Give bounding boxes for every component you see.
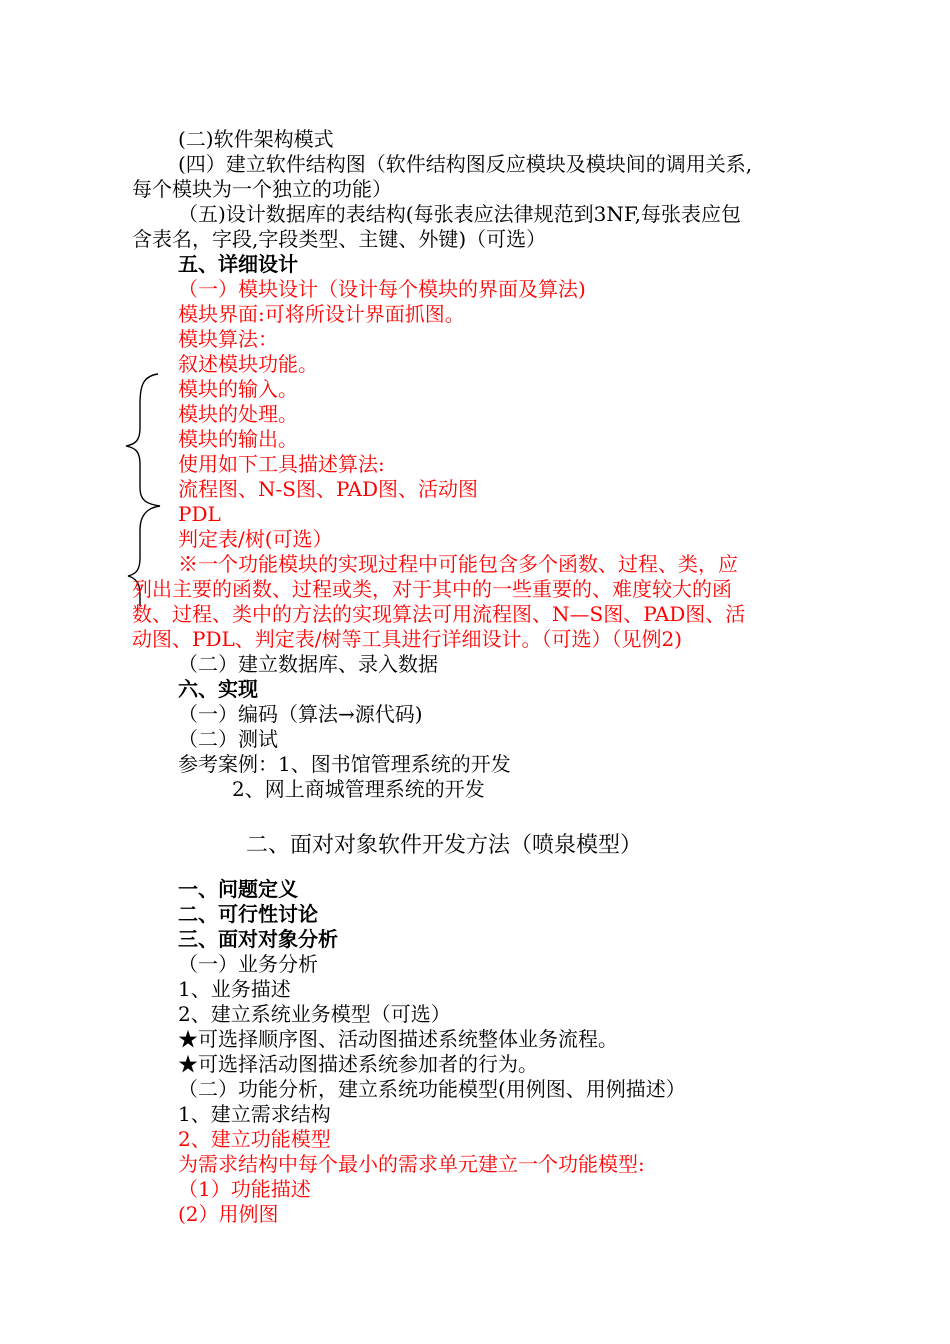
text-line-red: 使用如下工具描述算法: xyxy=(178,452,385,476)
text-line-red: 动图、PDL、判定表/树等工具进行详细设计。（可选）（见例2) xyxy=(132,627,683,651)
text-line-red: 2、建立功能模型 xyxy=(178,1127,331,1151)
text-line: （二）测试 xyxy=(178,727,278,751)
text-line: ★可选择顺序图、活动图描述系统整体业务流程。 xyxy=(178,1027,618,1051)
text-line-red: 为需求结构中每个最小的需求单元建立一个功能模型: xyxy=(178,1152,645,1176)
text-line-red: ※一个功能模块的实现过程中可能包含多个函数、过程、类，应 xyxy=(178,552,738,576)
text-line: 参考案例：1、图书馆管理系统的开发 xyxy=(178,752,511,776)
text-line: （二）功能分析，建立系统功能模型(用例图、用例描述） xyxy=(178,1077,686,1101)
text-line-red: 模块的处理。 xyxy=(178,402,298,426)
chapter-title: 二、面对对象软件开发方法（喷泉模型） xyxy=(246,833,643,858)
text-line-red: 模块的输出。 xyxy=(178,427,298,451)
section-heading: 一、问题定义 xyxy=(178,877,298,901)
text-line-red: 模块算法： xyxy=(178,327,278,351)
text-line-red: 流程图、N-S图、PAD图、活动图 xyxy=(178,477,479,501)
section-heading: 二、可行性讨论 xyxy=(178,902,318,926)
text-line: 含表名，字段,字段类型、主键、外键)（可选） xyxy=(132,227,547,251)
text-line: （五)设计数据库的表结构(每张表应法律规范到3NF,每张表应包 xyxy=(178,202,741,226)
text-line-red: 列出主要的函数、过程或类，对于其中的一些重要的、难度较大的函 xyxy=(132,577,732,601)
text-line: (四）建立软件结构图（软件结构图反应模块及模块间的调用关系, xyxy=(178,152,753,176)
text-line: 1、业务描述 xyxy=(178,977,291,1001)
section-heading: 五、详细设计 xyxy=(178,252,298,276)
text-line-red: （一）模块设计（设计每个模块的界面及算法) xyxy=(178,277,586,301)
text-line: 1、建立需求结构 xyxy=(178,1102,331,1126)
text-line: 2、网上商城管理系统的开发 xyxy=(232,777,485,801)
text-line: ★可选择活动图描述系统参加者的行为。 xyxy=(178,1052,538,1076)
text-line: (二)软件架构模式 xyxy=(178,127,334,151)
text-line-red: (2）用例图 xyxy=(178,1202,279,1226)
text-line-red: 叙述模块功能。 xyxy=(178,352,318,376)
text-line: （一）编码（算法→源代码) xyxy=(178,702,423,726)
text-line-red: 数、过程、类中的方法的实现算法可用流程图、N—S图、PAD图、活 xyxy=(132,602,746,626)
section-heading: 三、面对对象分析 xyxy=(178,927,338,951)
section-heading: 六、实现 xyxy=(178,677,258,701)
text-line: （一）业务分析 xyxy=(178,952,318,976)
text-line: （二）建立数据库、录入数据 xyxy=(178,652,438,676)
text-line-red: 判定表/树(可选） xyxy=(178,527,333,551)
text-line-red: 模块的输入。 xyxy=(178,377,298,401)
curly-brace-decoration xyxy=(120,370,180,610)
text-line-red: 模块界面:可将所设计界面抓图。 xyxy=(178,302,465,326)
text-line-red: （1）功能描述 xyxy=(178,1177,311,1201)
text-line: 每个模块为一个独立的功能） xyxy=(132,177,392,201)
text-line-red: PDL xyxy=(178,502,221,526)
text-line: 2、建立系统业务模型（可选） xyxy=(178,1002,451,1026)
